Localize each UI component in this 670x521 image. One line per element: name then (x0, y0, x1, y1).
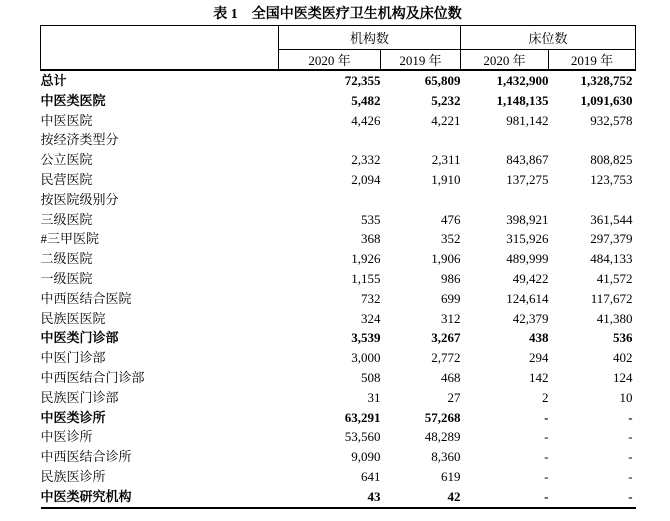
table-row (41, 210, 636, 230)
beds-2020-cell: 843,867 (506, 152, 549, 168)
inst-2019-cell: 42 (447, 488, 461, 504)
inst-2019-cell: 5,232 (431, 92, 461, 108)
inst-2020-cell: 3,000 (351, 350, 381, 366)
beds-2019-cell: 117,672 (590, 290, 633, 306)
inst-2020-cell: 9,090 (351, 449, 381, 465)
table-row (41, 111, 636, 131)
row-label: 公立医院 (40, 152, 93, 168)
inst-2019-cell: 27 (447, 389, 461, 405)
row-label: 中医类诊所 (40, 409, 106, 425)
beds-2019-cell: 123,753 (590, 171, 633, 187)
row-label: #三甲医院 (40, 231, 100, 247)
beds-2019-cell: - (628, 449, 633, 465)
inst-2019-cell: 2,772 (431, 350, 461, 366)
beds-2019-cell: 808,825 (590, 152, 633, 168)
beds-2019-cell: 484,133 (590, 251, 633, 267)
beds-2020-cell: 142 (529, 369, 549, 385)
table-row (41, 249, 636, 269)
inst-2019-cell: 65,809 (424, 73, 461, 88)
beds-2020-cell: 137,275 (506, 171, 549, 187)
inst-2020-cell: 31 (367, 389, 381, 405)
inst-2020-header: 2020 年 (279, 50, 381, 71)
beds-2019-cell: 1,091,630 (580, 92, 633, 108)
inst-2020-cell: 324 (361, 310, 381, 326)
beds-2019-cell: 41,380 (596, 310, 633, 326)
table-body (41, 70, 636, 508)
row-label: 中西医结合医院 (40, 290, 132, 306)
inst-2019-header: 2019 年 (381, 50, 461, 71)
row-label: 中医医院 (40, 112, 93, 128)
inst-2019-cell: 476 (441, 211, 461, 227)
beds-2020-cell: - (544, 449, 549, 465)
beds-2019-cell (549, 130, 636, 150)
beds-2020-cell: 42,379 (512, 310, 549, 326)
inst-2020-cell: 3,539 (351, 330, 381, 346)
beds-2020-cell: - (544, 429, 549, 445)
row-label: 中医类医院 (40, 92, 106, 108)
beds-2019-cell: 124 (613, 369, 633, 385)
beds-2020-cell: 398,921 (506, 211, 549, 227)
beds-2020-cell: 294 (529, 350, 549, 366)
beds-2019-cell: - (628, 409, 633, 425)
row-label: 中医门诊部 (40, 350, 106, 366)
beds-2020-cell: 49,422 (512, 270, 549, 286)
beds-2019-cell: 41,572 (596, 270, 633, 286)
beds-2019-cell (549, 190, 636, 210)
inst-2020-cell: 2,332 (351, 152, 381, 168)
beds-2020-cell: 981,142 (506, 112, 549, 128)
beds-2019-cell: - (628, 429, 633, 445)
inst-2020-cell: 1,155 (351, 270, 381, 286)
inst-2020-cell: 4,426 (351, 112, 381, 128)
inst-2020-cell: 72,355 (344, 73, 381, 88)
table-row (41, 269, 636, 289)
inst-2019-cell: 468 (441, 369, 461, 385)
table-row (41, 309, 636, 329)
table-row (41, 229, 636, 249)
row-label: 三级医院 (40, 211, 93, 227)
beds-2020-cell: 2 (542, 389, 549, 405)
row-label: 按医院级别分 (40, 191, 119, 207)
row-label: 二级医院 (40, 251, 93, 267)
beds-2020-cell: 489,999 (506, 251, 549, 267)
beds-2020-cell: 315,926 (506, 231, 549, 247)
inst-2019-cell (381, 130, 461, 150)
inst-2020-cell: 641 (361, 468, 381, 484)
institutions-group-header: 机构数 (279, 26, 461, 50)
row-label: 总计 (40, 73, 67, 88)
beds-2019-cell: 361,544 (590, 211, 633, 227)
beds-2020-header: 2020 年 (461, 50, 549, 71)
inst-2019-cell: 4,221 (431, 112, 461, 128)
row-label: 民营医院 (40, 171, 93, 187)
stub-header-cell (41, 26, 279, 71)
inst-2019-cell: 619 (441, 468, 461, 484)
inst-2019-cell: 3,267 (431, 330, 461, 346)
row-label: 按经济类型分 (40, 132, 119, 148)
statistics-table-block (40, 5, 635, 509)
row-label: 中西医结合诊所 (40, 449, 132, 465)
table-title: 表 1 全国中医类医疗卫生机构及床位数 (213, 7, 462, 22)
beds-2020-cell: 1,432,900 (496, 73, 549, 88)
beds-2020-cell: 124,614 (506, 290, 549, 306)
inst-2020-cell: 63,291 (344, 409, 381, 425)
table-row (41, 70, 636, 91)
inst-2019-cell: 352 (441, 231, 461, 247)
beds-2020-cell (461, 190, 549, 210)
row-label: 中医诊所 (40, 429, 93, 445)
beds-2020-cell: 438 (529, 330, 549, 346)
inst-2020-cell: 53,560 (344, 429, 381, 445)
table-row (41, 487, 636, 508)
beds-2019-cell: 402 (613, 350, 633, 366)
row-label: 中医类门诊部 (40, 330, 119, 346)
table-row (41, 447, 636, 467)
inst-2020-cell (279, 130, 381, 150)
table-row (41, 150, 636, 170)
inst-2019-cell: 986 (441, 270, 461, 286)
beds-2019-cell: - (628, 468, 633, 484)
inst-2020-cell: 2,094 (351, 171, 381, 187)
beds-2020-cell: 1,148,135 (496, 92, 549, 108)
inst-2019-cell: 8,360 (431, 449, 461, 465)
row-label: 民族医医院 (40, 310, 106, 326)
inst-2019-cell: 48,289 (424, 429, 461, 445)
inst-2019-cell: 57,268 (424, 409, 461, 425)
inst-2019-cell (381, 190, 461, 210)
inst-2020-cell: 508 (361, 369, 381, 385)
inst-2020-cell: 1,926 (351, 251, 381, 267)
inst-2020-cell: 535 (361, 211, 381, 227)
table-row (41, 388, 636, 408)
beds-2020-cell: - (544, 468, 549, 484)
row-label: 民族医诊所 (40, 468, 106, 484)
beds-2019-cell: 932,578 (590, 112, 633, 128)
beds-2020-cell: - (544, 409, 549, 425)
row-label: 中西医结合门诊部 (40, 369, 145, 385)
beds-2020-cell (461, 130, 549, 150)
table-row (41, 91, 636, 111)
table-header (41, 26, 636, 71)
table-row (41, 170, 636, 190)
table-row (41, 408, 636, 428)
table-row (41, 427, 636, 447)
table-row (41, 190, 636, 210)
table-row (41, 289, 636, 309)
inst-2019-cell: 1,910 (431, 171, 461, 187)
table-row (41, 368, 636, 388)
inst-2019-cell: 312 (441, 310, 461, 326)
inst-2020-cell: 43 (367, 488, 381, 504)
inst-2019-cell: 2,311 (431, 152, 461, 168)
inst-2020-cell: 5,482 (351, 92, 381, 108)
inst-2020-cell: 368 (361, 231, 381, 247)
table-row (41, 130, 636, 150)
statistics-table (40, 25, 636, 509)
beds-2019-cell: 10 (619, 389, 633, 405)
beds-2019-cell: 297,379 (590, 231, 633, 247)
beds-2019-cell: 1,328,752 (580, 73, 633, 88)
beds-2020-cell: - (544, 488, 549, 504)
beds-2019-cell: 536 (613, 330, 633, 346)
inst-2019-cell: 1,906 (431, 251, 461, 267)
inst-2020-cell (279, 190, 381, 210)
header-group-row (41, 26, 636, 50)
beds-group-header: 床位数 (461, 26, 636, 50)
row-label: 一级医院 (40, 270, 93, 286)
row-label: 民族医门诊部 (40, 389, 119, 405)
inst-2020-cell: 732 (361, 290, 381, 306)
beds-2019-cell: - (628, 488, 633, 504)
table-row (41, 467, 636, 487)
table-row (41, 328, 636, 348)
row-label: 中医类研究机构 (40, 488, 132, 504)
inst-2019-cell: 699 (441, 290, 461, 306)
beds-2019-header: 2019 年 (549, 50, 636, 71)
table-row (41, 348, 636, 368)
